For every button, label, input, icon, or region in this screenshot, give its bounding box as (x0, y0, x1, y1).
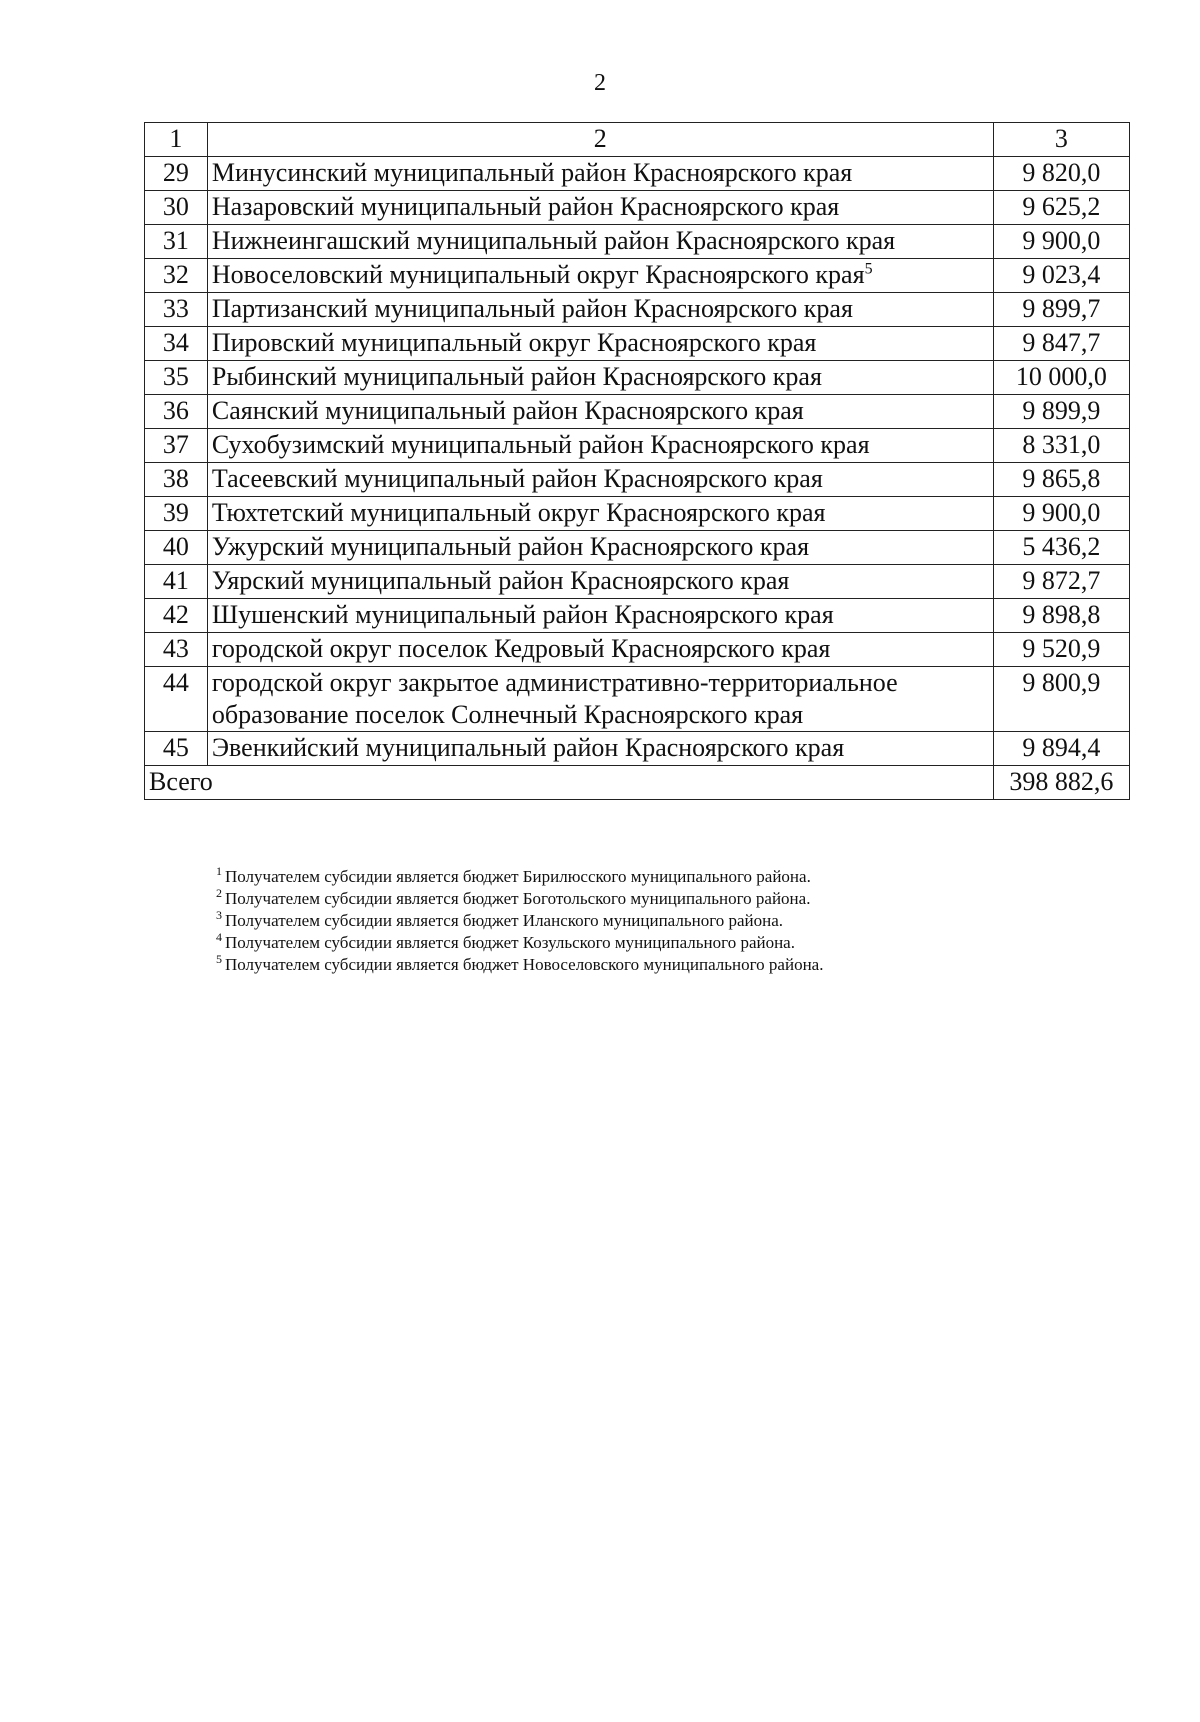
row-number: 34 (145, 327, 208, 361)
subsidy-value: 8 331,0 (993, 429, 1129, 463)
row-number: 31 (145, 225, 208, 259)
municipality-name-cell (207, 732, 993, 766)
municipality-name-cell (207, 531, 993, 565)
total-row (145, 766, 1130, 800)
row-number: 38 (145, 463, 208, 497)
municipality-name-cell (207, 225, 993, 259)
municipality-name: Пировский муниципальный округ Красноярского края (211, 328, 817, 357)
municipality-name: Саянский муниципальный район Красноярского края (211, 396, 804, 425)
municipality-name-cell (207, 429, 993, 463)
footnote (216, 866, 1096, 888)
row-number: 35 (145, 361, 208, 395)
table-row (145, 497, 1130, 531)
total-label: Всего (145, 766, 994, 800)
footnote-mark: 1 (216, 864, 222, 879)
subsidy-value: 9 520,9 (993, 633, 1129, 667)
footnote-text: Получателем субсидии является бюджет Козульского муниципального района. (225, 933, 795, 952)
subsidy-value: 9 894,4 (993, 732, 1129, 766)
page-number: 2 (594, 70, 606, 96)
footnote-text: Получателем субсидии является бюджет Бирилюсского муниципального района. (225, 867, 811, 886)
subsidy-value: 9 023,4 (993, 259, 1129, 293)
table-body (145, 157, 1130, 766)
table-row (145, 463, 1130, 497)
municipality-name-cell (207, 633, 993, 667)
footnote-text: Получателем субсидии является бюджет Боготольского муниципального района. (225, 889, 811, 908)
row-number: 40 (145, 531, 208, 565)
table-row (145, 565, 1130, 599)
row-number: 41 (145, 565, 208, 599)
table-row (145, 327, 1130, 361)
municipality-name: Назаровский муниципальный район Красноярского края (211, 192, 840, 221)
table-row (145, 667, 1130, 732)
municipality-name: Рыбинский муниципальный район Красноярского края (211, 362, 822, 391)
subsidy-value: 9 899,7 (993, 293, 1129, 327)
municipality-name: Шушенский муниципальный район Красноярского края (211, 600, 834, 629)
header-col-number: 1 (145, 123, 208, 157)
municipality-name: городской округ закрытое административно-территориальное образование поселок Солнечный Красноярского края (211, 668, 898, 729)
municipality-name-cell (207, 259, 993, 293)
municipality-name-cell (207, 667, 993, 732)
footnote (216, 910, 1096, 932)
row-number: 36 (145, 395, 208, 429)
table-row (145, 531, 1130, 565)
row-number: 44 (145, 667, 208, 732)
header-row (145, 123, 1130, 157)
subsidy-value: 9 800,9 (993, 667, 1129, 732)
table-row (145, 633, 1130, 667)
table-row (145, 259, 1130, 293)
municipality-name-cell (207, 327, 993, 361)
footnote-mark: 2 (216, 886, 222, 901)
municipality-name-cell (207, 497, 993, 531)
municipality-name-cell (207, 293, 993, 327)
row-number: 33 (145, 293, 208, 327)
table-row (145, 395, 1130, 429)
municipality-name: Новоселовский муниципальный округ Красноярского края (211, 260, 865, 289)
total-value: 398 882,6 (993, 766, 1129, 800)
municipality-name: Партизанский муниципальный район Красноярского края (211, 294, 853, 323)
municipality-name: Сухобузимский муниципальный район Красноярского края (211, 430, 870, 459)
table-footer (145, 766, 1130, 800)
table-row (145, 732, 1130, 766)
row-number: 39 (145, 497, 208, 531)
footnote-text: Получателем субсидии является бюджет Иланского муниципального района. (225, 911, 784, 930)
subsidy-value: 9 872,7 (993, 565, 1129, 599)
row-number: 32 (145, 259, 208, 293)
municipality-name-cell (207, 565, 993, 599)
municipality-name-cell (207, 463, 993, 497)
footnote-text: Получателем субсидии является бюджет Новоселовского муниципального района. (225, 955, 824, 974)
municipality-name-cell (207, 191, 993, 225)
municipality-name: Нижнеингашский муниципальный район Красноярского края (211, 226, 896, 255)
table-row (145, 429, 1130, 463)
subsidy-value: 9 898,8 (993, 599, 1129, 633)
municipality-name: Эвенкийский муниципальный район Красноярского края (211, 733, 845, 762)
subsidy-value: 9 865,8 (993, 463, 1129, 497)
row-number: 29 (145, 157, 208, 191)
table-row (145, 293, 1130, 327)
footnotes (216, 866, 1096, 976)
table-header (145, 123, 1130, 157)
table-row (145, 361, 1130, 395)
row-number: 42 (145, 599, 208, 633)
municipality-name-cell (207, 395, 993, 429)
municipality-name: Уярский муниципальный район Красноярского края (211, 566, 790, 595)
footnote-mark: 5 (216, 952, 222, 967)
table-row (145, 157, 1130, 191)
subsidy-value: 9 625,2 (993, 191, 1129, 225)
subsidy-value: 10 000,0 (993, 361, 1129, 395)
row-number: 30 (145, 191, 208, 225)
table-row (145, 599, 1130, 633)
footnote-mark: 4 (216, 930, 222, 945)
table-row (145, 225, 1130, 259)
table-row (145, 191, 1130, 225)
subsidy-value: 9 900,0 (993, 225, 1129, 259)
subsidy-table (144, 122, 1130, 800)
row-number: 37 (145, 429, 208, 463)
footnote-reference: 5 (864, 260, 873, 278)
row-number: 45 (145, 732, 208, 766)
footnote-mark: 3 (216, 908, 222, 923)
header-col-value: 3 (993, 123, 1129, 157)
municipality-name: Минусинский муниципальный район Красноярского края (211, 158, 853, 187)
municipality-name-cell (207, 157, 993, 191)
header-col-name: 2 (207, 123, 993, 157)
row-number: 43 (145, 633, 208, 667)
municipality-name: Тасеевский муниципальный район Красноярского края (211, 464, 823, 493)
subsidy-value: 9 900,0 (993, 497, 1129, 531)
subsidy-value: 9 847,7 (993, 327, 1129, 361)
subsidy-value: 5 436,2 (993, 531, 1129, 565)
municipality-name: Ужурский муниципальный район Красноярского края (211, 532, 810, 561)
footnote (216, 932, 1096, 954)
municipality-name-cell (207, 599, 993, 633)
municipality-name: городской округ поселок Кедровый Красноярского края (211, 634, 831, 663)
municipality-name-cell (207, 361, 993, 395)
municipality-name: Тюхтетский муниципальный округ Красноярского края (211, 498, 826, 527)
footnote (216, 888, 1096, 910)
subsidy-value: 9 899,9 (993, 395, 1129, 429)
subsidy-value: 9 820,0 (993, 157, 1129, 191)
footnote (216, 954, 1096, 976)
